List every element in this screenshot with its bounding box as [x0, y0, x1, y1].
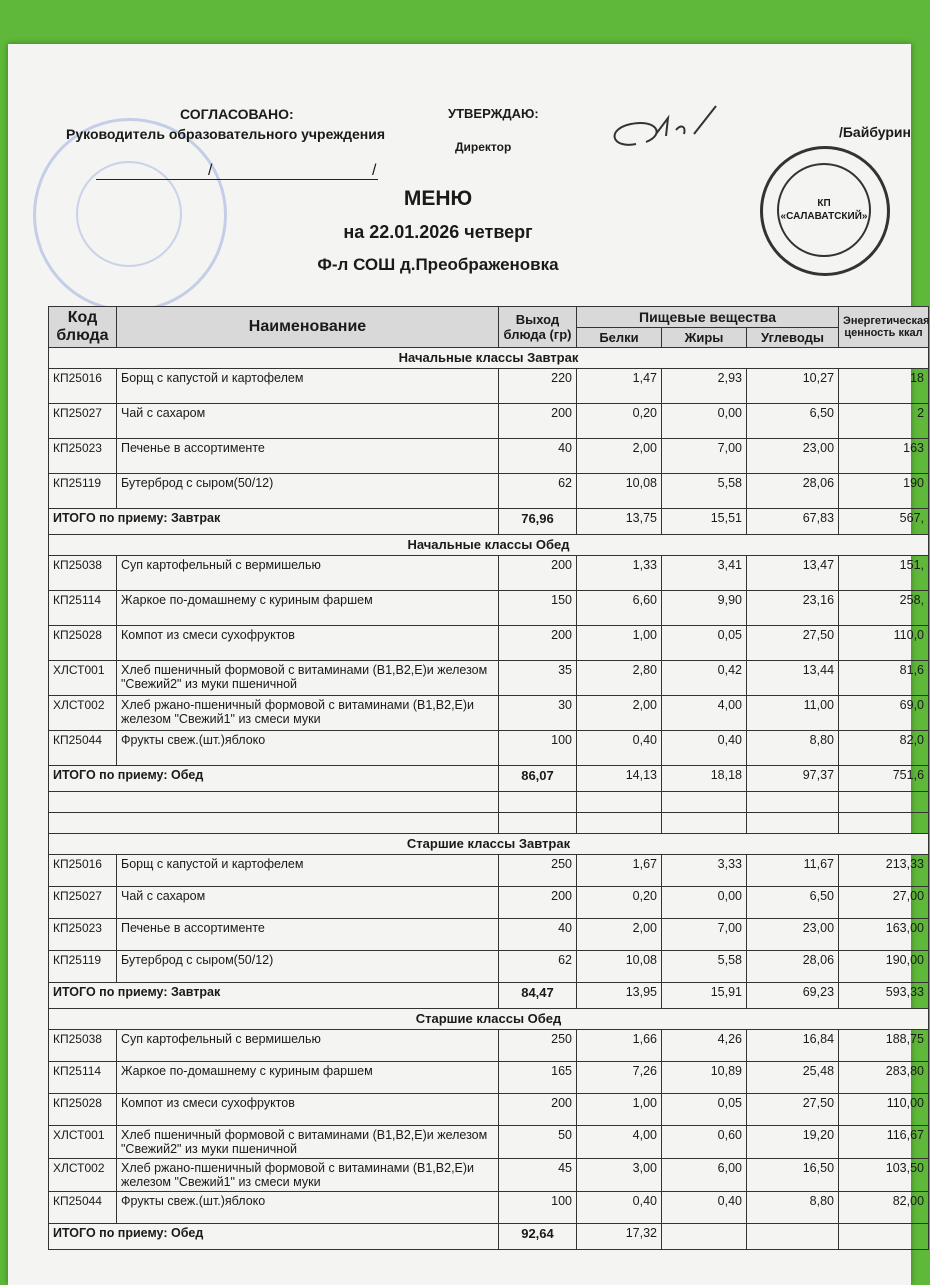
total-row [49, 766, 929, 792]
dish-code: ХЛСТ001 [49, 661, 117, 696]
dish-fat: 0,00 [662, 887, 747, 919]
blank-cell [577, 792, 662, 813]
dish-carbs: 27,50 [747, 626, 839, 661]
section-header [49, 1009, 929, 1030]
section-title: Старшие классы Обед [49, 1009, 929, 1030]
dish-name: Бутерброд с сыром(50/12) [117, 474, 499, 509]
table-row [49, 1126, 929, 1159]
dish-output: 200 [499, 556, 577, 591]
dish-fat: 9,90 [662, 591, 747, 626]
total-row [49, 509, 929, 535]
table-row [49, 855, 929, 887]
table-row [49, 1030, 929, 1062]
blank-cell [662, 813, 747, 834]
dish-code: КП25038 [49, 556, 117, 591]
director-name: /Байбурин [838, 124, 911, 140]
dish-carbs: 25,48 [747, 1062, 839, 1094]
dish-output: 200 [499, 404, 577, 439]
dish-protein: 1,67 [577, 855, 662, 887]
table-row [49, 556, 929, 591]
dish-energy: 18 [839, 369, 929, 404]
dish-code: КП25114 [49, 1062, 117, 1094]
dish-fat: 5,58 [662, 474, 747, 509]
dish-output: 250 [499, 1030, 577, 1062]
dish-carbs: 11,00 [747, 696, 839, 731]
dish-name: Бутерброд с сыром(50/12) [117, 951, 499, 983]
dish-protein: 1,47 [577, 369, 662, 404]
table-row [49, 369, 929, 404]
table-row [49, 439, 929, 474]
dish-carbs: 6,50 [747, 404, 839, 439]
table-row [49, 404, 929, 439]
dish-energy: 103,50 [839, 1159, 929, 1192]
blank-row [49, 792, 929, 813]
dish-output: 45 [499, 1159, 577, 1192]
dish-code: КП25028 [49, 1094, 117, 1126]
dish-energy: 258, [839, 591, 929, 626]
dish-protein: 7,26 [577, 1062, 662, 1094]
dish-output: 200 [499, 887, 577, 919]
dish-fat: 4,26 [662, 1030, 747, 1062]
menu-date: на 22.01.2026 четверг [343, 222, 533, 242]
director-label: Директор [455, 140, 512, 154]
dish-name: Суп картофельный с вермишелью [117, 556, 499, 591]
col-output-header: Выход блюда (гр) [499, 307, 577, 348]
table-row [49, 951, 929, 983]
table-row [49, 696, 929, 731]
dish-fat: 5,58 [662, 951, 747, 983]
stamp-line1: КП [817, 198, 831, 209]
total-fat: 15,91 [662, 983, 747, 1009]
col-carbs-header: Углеводы [747, 328, 839, 348]
dish-protein: 1,00 [577, 626, 662, 661]
dish-carbs: 8,80 [747, 1192, 839, 1224]
dish-protein: 0,40 [577, 731, 662, 766]
total-energy [839, 1224, 929, 1250]
dish-code: КП25023 [49, 439, 117, 474]
dish-energy: 163,00 [839, 919, 929, 951]
dish-name: Чай с сахаром [117, 404, 499, 439]
col-energy-header: Энергетическая ценность ккал [839, 307, 929, 348]
dish-output: 40 [499, 919, 577, 951]
section-header [49, 535, 929, 556]
dish-name: Печенье в ассортименте [117, 919, 499, 951]
section-title: Старшие классы Завтрак [49, 834, 929, 855]
dish-fat: 10,89 [662, 1062, 747, 1094]
dish-fat: 6,00 [662, 1159, 747, 1192]
total-energy: 593,33 [839, 983, 929, 1009]
dish-energy: 82,00 [839, 1192, 929, 1224]
dish-carbs: 23,00 [747, 439, 839, 474]
dish-protein: 2,80 [577, 661, 662, 696]
signature-slash: / [208, 162, 213, 179]
dish-name: Чай с сахаром [117, 887, 499, 919]
dish-carbs: 13,47 [747, 556, 839, 591]
dish-output: 30 [499, 696, 577, 731]
total-energy: 567, [839, 509, 929, 535]
dish-fat: 0,40 [662, 731, 747, 766]
col-protein-header: Белки [577, 328, 662, 348]
blank-cell [49, 792, 499, 813]
dish-energy: 213,33 [839, 855, 929, 887]
dish-output: 200 [499, 1094, 577, 1126]
section-title: Начальные классы Завтрак [49, 348, 929, 369]
dish-output: 150 [499, 591, 577, 626]
table-row [49, 1159, 929, 1192]
dish-output: 100 [499, 731, 577, 766]
dish-name: Фрукты свеж.(шт.)яблоко [117, 731, 499, 766]
dish-carbs: 11,67 [747, 855, 839, 887]
table-row [49, 887, 929, 919]
blank-cell [747, 813, 839, 834]
dish-carbs: 10,27 [747, 369, 839, 404]
dish-name: Хлеб ржано-пшеничный формовой с витаминами (В1,В2,Е)и железом "Свежий1" из смеси муки [117, 696, 499, 731]
total-protein: 13,95 [577, 983, 662, 1009]
page-title: МЕНЮ [403, 187, 473, 210]
dish-protein: 1,00 [577, 1094, 662, 1126]
dish-carbs: 28,06 [747, 474, 839, 509]
dish-output: 50 [499, 1126, 577, 1159]
total-row [49, 1224, 929, 1250]
agreed-role: Руководитель образовательного учреждения [66, 126, 386, 142]
total-carbs [747, 1224, 839, 1250]
dish-name: Фрукты свеж.(шт.)яблоко [117, 1192, 499, 1224]
dish-name: Суп картофельный с вермишелью [117, 1030, 499, 1062]
dish-protein: 0,20 [577, 887, 662, 919]
dish-energy: 110,00 [839, 1094, 929, 1126]
dish-fat: 0,05 [662, 1094, 747, 1126]
blank-cell [49, 813, 499, 834]
col-fat-header: Жиры [662, 328, 747, 348]
dish-name: Жаркое по-домашнему с куриным фаршем [117, 1062, 499, 1094]
dish-name: Хлеб пшеничный формовой с витаминами (В1,В2,Е)и железом "Свежий2" из муки пшеничной [117, 1126, 499, 1159]
dish-name: Печенье в ассортименте [117, 439, 499, 474]
dish-fat: 3,33 [662, 855, 747, 887]
total-output: 92,64 [499, 1224, 577, 1250]
blank-cell [499, 792, 577, 813]
dish-energy: 190 [839, 474, 929, 509]
dish-fat: 7,00 [662, 919, 747, 951]
total-protein: 14,13 [577, 766, 662, 792]
total-fat: 18,18 [662, 766, 747, 792]
table-row [49, 1192, 929, 1224]
dish-output: 100 [499, 1192, 577, 1224]
dish-energy: 82,0 [839, 731, 929, 766]
total-energy: 751,6 [839, 766, 929, 792]
dish-fat: 7,00 [662, 439, 747, 474]
dish-code: ХЛСТ002 [49, 1159, 117, 1192]
dish-energy: 151, [839, 556, 929, 591]
blank-row [49, 813, 929, 834]
table-row [49, 591, 929, 626]
dish-energy: 69,0 [839, 696, 929, 731]
menu-sheet [8, 44, 930, 1285]
dish-fat: 0,00 [662, 404, 747, 439]
stamp-line2: «САЛАВАТСКИЙ» [780, 211, 868, 222]
dish-code: ХЛСТ002 [49, 696, 117, 731]
dish-protein: 10,08 [577, 474, 662, 509]
dish-output: 165 [499, 1062, 577, 1094]
dish-protein: 2,00 [577, 696, 662, 731]
section-header [49, 834, 929, 855]
menu-table [48, 306, 929, 1250]
dish-protein: 2,00 [577, 919, 662, 951]
dish-output: 200 [499, 626, 577, 661]
total-row [49, 983, 929, 1009]
dish-energy: 116,67 [839, 1126, 929, 1159]
dish-output: 220 [499, 369, 577, 404]
dish-code: КП25027 [49, 404, 117, 439]
dish-carbs: 19,20 [747, 1126, 839, 1159]
dish-name: Борщ с капустой и картофелем [117, 369, 499, 404]
blank-cell [747, 792, 839, 813]
table-row [49, 731, 929, 766]
total-output: 86,07 [499, 766, 577, 792]
dish-energy: 2 [839, 404, 929, 439]
dish-code: КП25044 [49, 1192, 117, 1224]
dish-name: Компот из смеси сухофруктов [117, 626, 499, 661]
total-protein: 13,75 [577, 509, 662, 535]
dish-name: Хлеб ржано-пшеничный формовой с витаминами (В1,В2,Е)и железом "Свежий1" из смеси муки [117, 1159, 499, 1192]
dish-code: КП25119 [49, 474, 117, 509]
dish-protein: 6,60 [577, 591, 662, 626]
dish-code: ХЛСТ001 [49, 1126, 117, 1159]
dish-carbs: 28,06 [747, 951, 839, 983]
signature-slash-end: / [372, 162, 377, 179]
dish-carbs: 23,00 [747, 919, 839, 951]
dish-fat: 0,40 [662, 1192, 747, 1224]
dish-protein: 10,08 [577, 951, 662, 983]
dish-fat: 3,41 [662, 556, 747, 591]
blank-cell [839, 792, 929, 813]
dish-code: КП25016 [49, 369, 117, 404]
total-fat: 15,51 [662, 509, 747, 535]
dish-carbs: 16,50 [747, 1159, 839, 1192]
dish-name: Борщ с капустой и картофелем [117, 855, 499, 887]
total-output: 84,47 [499, 983, 577, 1009]
dish-protein: 0,40 [577, 1192, 662, 1224]
dish-output: 40 [499, 439, 577, 474]
table-row [49, 626, 929, 661]
dish-fat: 0,05 [662, 626, 747, 661]
dish-code: КП25028 [49, 626, 117, 661]
blank-cell [499, 813, 577, 834]
dish-carbs: 16,84 [747, 1030, 839, 1062]
agreed-label: СОГЛАСОВАНО: [180, 106, 294, 122]
dish-carbs: 8,80 [747, 731, 839, 766]
dish-name: Хлеб пшеничный формовой с витаминами (В1,В2,Е)и железом "Свежий2" из муки пшеничной [117, 661, 499, 696]
dish-protein: 3,00 [577, 1159, 662, 1192]
dish-code: КП25114 [49, 591, 117, 626]
total-label: ИТОГО по приему: Обед [49, 1224, 499, 1250]
blank-cell [577, 813, 662, 834]
dish-carbs: 23,16 [747, 591, 839, 626]
dish-code: КП25023 [49, 919, 117, 951]
dish-energy: 190,00 [839, 951, 929, 983]
dish-code: КП25016 [49, 855, 117, 887]
table-row [49, 1062, 929, 1094]
dish-energy: 188,75 [839, 1030, 929, 1062]
total-protein: 17,32 [577, 1224, 662, 1250]
total-fat [662, 1224, 747, 1250]
dish-output: 250 [499, 855, 577, 887]
total-output: 76,96 [499, 509, 577, 535]
dish-protein: 1,33 [577, 556, 662, 591]
dish-output: 35 [499, 661, 577, 696]
dish-energy: 110,0 [839, 626, 929, 661]
col-code-header: Код блюда [49, 307, 117, 348]
dish-name: Жаркое по-домашнему с куриным фаршем [117, 591, 499, 626]
section-header [49, 348, 929, 369]
dish-code: КП25027 [49, 887, 117, 919]
total-label: ИТОГО по приему: Завтрак [49, 509, 499, 535]
table-row [49, 474, 929, 509]
blank-cell [839, 813, 929, 834]
col-nutrients-header: Пищевые вещества [577, 307, 839, 328]
section-title: Начальные классы Обед [49, 535, 929, 556]
dish-protein: 1,66 [577, 1030, 662, 1062]
dish-carbs: 13,44 [747, 661, 839, 696]
total-carbs: 67,83 [747, 509, 839, 535]
dish-code: КП25044 [49, 731, 117, 766]
total-label: ИТОГО по приему: Завтрак [49, 983, 499, 1009]
dish-energy: 163 [839, 439, 929, 474]
dish-protein: 0,20 [577, 404, 662, 439]
dish-energy: 27,00 [839, 887, 929, 919]
dish-protein: 4,00 [577, 1126, 662, 1159]
school-name: Ф-л СОШ д.Преображеновка [317, 255, 559, 274]
dish-output: 62 [499, 951, 577, 983]
approve-label: УТВЕРЖДАЮ: [448, 106, 539, 121]
blank-cell [662, 792, 747, 813]
dish-energy: 81,6 [839, 661, 929, 696]
col-name-header: Наименование [117, 307, 499, 348]
dish-carbs: 27,50 [747, 1094, 839, 1126]
total-carbs: 97,37 [747, 766, 839, 792]
dish-fat: 2,93 [662, 369, 747, 404]
dish-code: КП25038 [49, 1030, 117, 1062]
table-row [49, 919, 929, 951]
dish-energy: 283,80 [839, 1062, 929, 1094]
menu-body [49, 348, 929, 1250]
dish-fat: 4,00 [662, 696, 747, 731]
director-signature [606, 104, 726, 164]
dish-protein: 2,00 [577, 439, 662, 474]
dish-name: Компот из смеси сухофруктов [117, 1094, 499, 1126]
dish-code: КП25119 [49, 951, 117, 983]
table-row [49, 1094, 929, 1126]
dish-fat: 0,60 [662, 1126, 747, 1159]
dish-carbs: 6,50 [747, 887, 839, 919]
signature-line [96, 179, 378, 180]
dish-fat: 0,42 [662, 661, 747, 696]
total-carbs: 69,23 [747, 983, 839, 1009]
school-stamp [33, 118, 227, 312]
total-label: ИТОГО по приему: Обед [49, 766, 499, 792]
table-row [49, 661, 929, 696]
dish-output: 62 [499, 474, 577, 509]
